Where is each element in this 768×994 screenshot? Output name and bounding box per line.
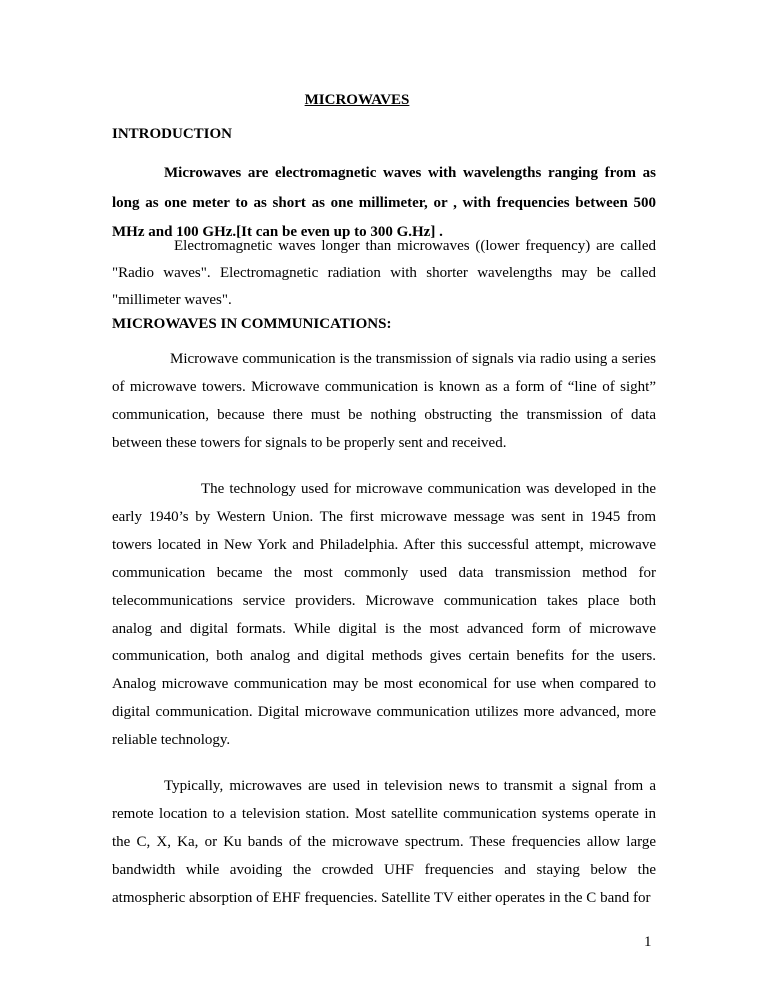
communications-paragraph-2: The technology used for microwave communication was developed in the early 1940’s by Western Union. The first microwave message was sent in 1945 from towers located in New York and Philadelphia. After this successful attempt, microwave communication became the most commonly used data transmission method for telecommunications service providers. Microwave communication takes place both analog and digital formats. While digital is the most advanced form of microwave communication, both analog and digital methods gives certain benefits for the users. Analog microwave communication may be most economical for use when compared to digital communication. Digital microwave communication utilizes more advanced, more reliable technology. <box>112 481 656 749</box>
section-heading-communications: MICROWAVES IN COMMUNICATIONS: <box>112 316 392 332</box>
communications-paragraph-1: Microwave communication is the transmission of signals via radio using a series of microwave towers. Microwave communication is known as a form of “line of sight” communication, because there must be nothing obstructing the transmission of data between these towers for signals to be properly sent and received. <box>112 351 656 451</box>
intro-paragraph-2: Electromagnetic waves longer than microwaves ((lower frequency) are called "Radio waves". Electromagnetic radiation with shorter wavelengths may be called "millimeter waves". <box>112 238 656 308</box>
intro-paragraph-1: Microwaves are electromagnetic waves with wavelengths ranging from as long as one meter to as short as one millimeter, or , with frequencies between 500 MHz and 100 GHz.[It can be even up to 300 G.Hz] . <box>112 165 656 241</box>
section-heading-introduction: INTRODUCTION <box>112 126 233 142</box>
page-title: MICROWAVES <box>304 92 410 108</box>
communications-paragraph-3: Typically, microwaves are used in television news to transmit a signal from a remote location to a television station. Most satellite communication systems operate in the C, X, Ka, or Ku bands of the microwave spectrum. These frequencies allow large bandwidth while avoiding the crowded UHF frequencies and staying below the atmospheric absorption of EHF frequencies. Satellite TV either operates in the C band for <box>112 778 656 906</box>
page-number: 1 <box>644 934 652 950</box>
